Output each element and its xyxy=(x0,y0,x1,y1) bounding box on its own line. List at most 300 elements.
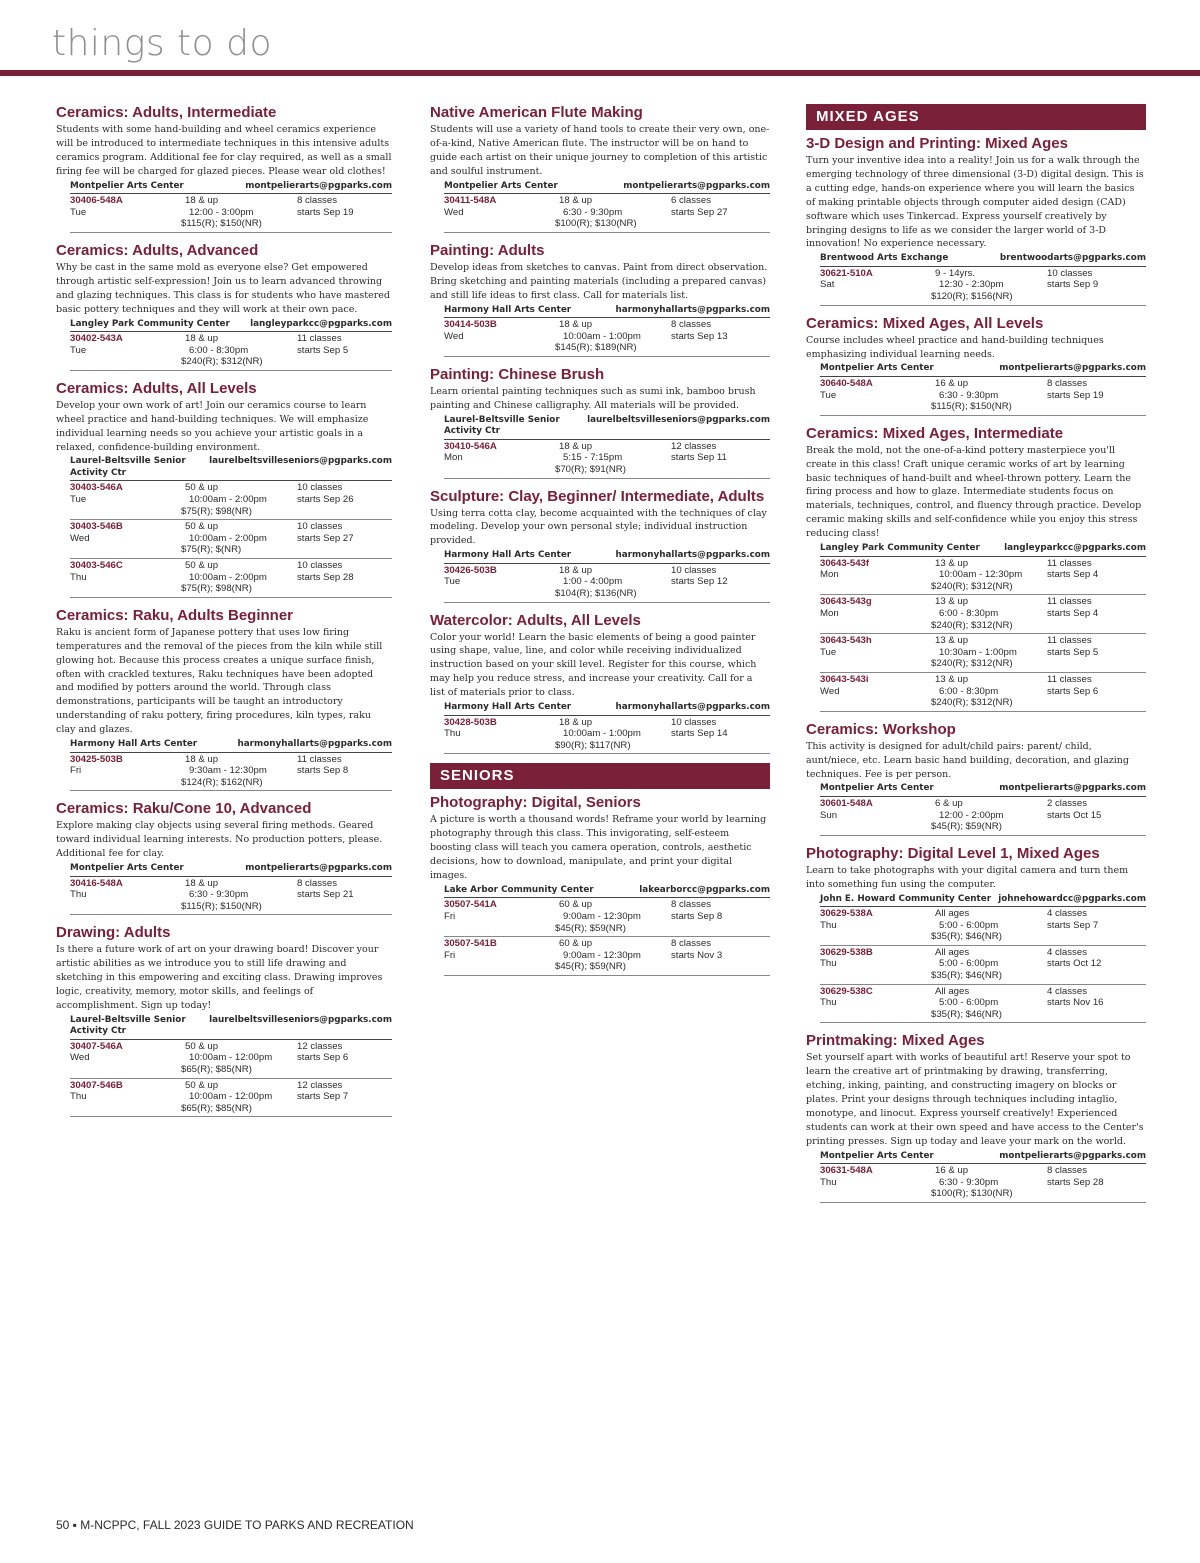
session-code-cell xyxy=(820,596,935,631)
session-detail-cell xyxy=(555,195,671,230)
course-code: 30631-548A xyxy=(820,1165,873,1177)
course-code: 30403-546C xyxy=(70,560,123,571)
course-title: Ceramics: Raku/Cone 10, Advanced xyxy=(56,800,312,818)
section-header: SENIORS xyxy=(430,763,770,789)
course-listing xyxy=(56,242,392,371)
course-listing xyxy=(430,242,770,357)
session-time: 10:00am - 12:00pm xyxy=(189,1091,273,1103)
course-listing xyxy=(56,800,392,915)
session-age: 16 & up xyxy=(935,1165,969,1177)
location-email: montpelierarts@pgparks.com xyxy=(999,783,1146,794)
course-code: 30407-546A xyxy=(70,1040,123,1052)
location-name: Montpelier Arts Center xyxy=(70,863,184,874)
session-start: starts Sep 5 xyxy=(297,344,349,356)
session-day: Tue xyxy=(444,576,461,588)
course-listing xyxy=(430,104,770,233)
session-day: Wed xyxy=(70,532,90,544)
course-code: 30411-548A xyxy=(444,195,497,207)
course-title: Ceramics: Raku, Adults Beginner xyxy=(56,606,294,624)
location-email: montpelierarts@pgparks.com xyxy=(999,363,1146,374)
session-classes: 10 classes xyxy=(297,560,343,571)
session-schedule-cell xyxy=(297,521,392,556)
session-row xyxy=(820,673,1146,712)
session-row xyxy=(444,898,770,937)
location-info xyxy=(70,319,392,333)
session-classes: 4 classes xyxy=(1047,946,1087,958)
session-fee: $240(R); $312(NR) xyxy=(931,697,1013,709)
session-code-cell xyxy=(820,798,935,833)
session-code-cell xyxy=(820,378,935,413)
session-day: Thu xyxy=(70,889,87,901)
session-day: Wed xyxy=(820,685,840,697)
course-code: 30403-546B xyxy=(70,521,123,533)
location-info xyxy=(444,305,770,319)
location-line xyxy=(70,739,392,751)
location-line xyxy=(820,363,1146,375)
session-code-cell xyxy=(444,938,559,973)
session-fee: $90(R); $117(NR) xyxy=(555,739,631,751)
page-title: things to do xyxy=(52,23,273,64)
course-description: Color your world! Learn the basic elements of being a good painter using shape, value, line, and color while receiving individualized instruction based on your skill level. Register for this course, which may help you reduce stress, and increase your creativity. Call for a list of materials prior to class. xyxy=(430,631,757,699)
session-time: 10:00am - 12:00pm xyxy=(189,1052,273,1064)
session-schedule-cell xyxy=(297,1080,392,1115)
session-classes: 8 classes xyxy=(1047,377,1087,389)
session-time: 10:00am - 2:00pm xyxy=(189,532,267,544)
section-header: MIXED AGES xyxy=(806,104,1146,130)
session-classes: 11 classes xyxy=(297,333,342,345)
session-fee: $45(R); $59(NR) xyxy=(931,821,1002,833)
session-start: starts Sep 11 xyxy=(671,452,727,464)
session-time: 10:00am - 12:30pm xyxy=(939,569,1023,581)
session-detail-cell xyxy=(931,1165,1047,1200)
location-line xyxy=(70,319,392,331)
session-row xyxy=(70,1040,392,1079)
course-code: 30428-503B xyxy=(444,716,497,728)
location-info xyxy=(70,181,392,195)
session-row xyxy=(820,1164,1146,1203)
session-schedule-cell xyxy=(1047,635,1146,670)
location-info xyxy=(444,550,770,564)
session-age: 18 & up xyxy=(559,319,593,331)
session-fee: $240(R); $312(NR) xyxy=(181,356,263,368)
session-code-cell xyxy=(444,899,559,934)
column-middle xyxy=(430,104,770,985)
location-line xyxy=(444,885,770,897)
session-detail-cell xyxy=(181,195,297,230)
session-row xyxy=(820,907,1146,946)
column-right xyxy=(806,104,1146,1212)
session-classes: 8 classes xyxy=(671,899,711,911)
location-name: Harmony Hall Arts Center xyxy=(70,739,198,750)
session-time: 10:00am - 2:00pm xyxy=(189,571,267,583)
course-listing xyxy=(806,425,1146,712)
session-start: starts Sep 4 xyxy=(1047,569,1099,581)
course-code: 30621-510A xyxy=(820,267,873,279)
course-description: A picture is worth a thousand words! Reframe your world by learning photography through this class. This invigorating, self-esteem boosting class will teach you camera operation, controls, aesthetic decisions, how to download, manipulate, and print your digital images. xyxy=(430,814,767,881)
location-info xyxy=(444,885,770,899)
course-listing xyxy=(806,135,1146,306)
session-day: Thu xyxy=(70,571,87,583)
location-name: Montpelier Arts Center xyxy=(820,363,934,374)
session-schedule-cell xyxy=(1047,674,1146,709)
session-time: 6:30 - 9:30pm xyxy=(189,889,249,901)
session-day: Fri xyxy=(444,949,456,961)
session-classes: 8 classes xyxy=(671,938,711,950)
location-name: Laurel-Beltsville Senior Activity Ctr xyxy=(444,414,560,437)
location-line xyxy=(70,1015,392,1038)
session-code-cell xyxy=(820,558,935,593)
session-detail-cell xyxy=(931,557,1047,593)
session-schedule-cell xyxy=(671,938,770,973)
session-schedule-cell xyxy=(1047,378,1146,413)
session-code-cell xyxy=(444,195,559,230)
session-time: 10:00am - 1:00pm xyxy=(563,330,641,342)
session-row xyxy=(70,332,392,371)
session-row xyxy=(444,937,770,976)
session-start: starts Sep 8 xyxy=(297,765,349,777)
session-row xyxy=(70,194,392,233)
session-start: starts Sep 6 xyxy=(297,1052,349,1064)
session-age: 18 & up xyxy=(559,564,593,576)
session-row xyxy=(70,559,392,598)
session-classes: 4 classes xyxy=(1047,985,1087,997)
session-time: 6:00 - 8:30pm xyxy=(939,607,999,619)
session-time: 6:00 - 8:30pm xyxy=(939,685,999,697)
location-name: Montpelier Arts Center xyxy=(820,1150,934,1161)
course-title: Ceramics: Mixed Ages, Intermediate xyxy=(806,424,1064,442)
course-description: Students will use a variety of hand tools to create their very own, one-of-a-kind, Native American flute. The instructor will be on hand to guide each artist on their unique journey to completion of this artistic and soulful instrument. xyxy=(430,124,770,177)
session-fee: $75(R); $98(NR) xyxy=(181,583,252,595)
course-code: 30643-543g xyxy=(820,596,872,608)
session-schedule-cell xyxy=(1047,1165,1146,1200)
session-classes: 12 classes xyxy=(297,1040,343,1052)
session-schedule-cell xyxy=(671,565,770,600)
location-line xyxy=(70,181,392,193)
location-info xyxy=(820,253,1146,267)
session-fee: $75(R); $98(NR) xyxy=(181,505,252,517)
session-schedule-cell xyxy=(297,878,392,913)
session-row xyxy=(70,481,392,520)
session-time: 5:00 - 6:00pm xyxy=(939,919,999,931)
column-left xyxy=(56,104,392,1126)
session-code-cell xyxy=(70,754,185,789)
course-code: 30426-503B xyxy=(444,564,497,576)
session-code-cell xyxy=(70,1041,185,1076)
location-email: brentwoodarts@pgparks.com xyxy=(999,253,1146,264)
course-listing xyxy=(56,104,392,233)
location-name: Harmony Hall Arts Center xyxy=(444,304,572,315)
session-day: Tue xyxy=(820,389,837,401)
session-time: 6:30 - 9:30pm xyxy=(939,389,999,401)
location-info xyxy=(444,415,770,440)
session-classes: 11 classes xyxy=(1047,596,1092,608)
location-info xyxy=(444,702,770,716)
location-line xyxy=(444,305,770,317)
session-start: starts Sep 26 xyxy=(297,494,354,506)
session-schedule-cell xyxy=(1047,986,1146,1021)
session-code-cell xyxy=(820,1165,935,1200)
course-description: Develop ideas from sketches to canvas. Paint from direct observation. Bring sketching and painting materials (including a prepared canvas) and still life ideas to first class. Call for materials list. xyxy=(430,261,768,301)
session-start: starts Sep 21 xyxy=(297,889,354,901)
session-start: starts Sep 7 xyxy=(297,1091,349,1103)
course-description: Set yourself apart with works of beautiful art! Reserve your spot to learn the creative art of printmaking by drawing, transferring, etching, inking, painting, and constructing imagery on blocks or plates. Print your designs through techniques including intaglio, monotype, and linocut. Express yourself creatively! Experienced students can work at their own speed and have access to the Center's printing presses. Sign up today and leave your mark on the world. xyxy=(806,1052,1144,1147)
location-line xyxy=(820,894,1146,906)
session-fee: $75(R); $(NR) xyxy=(181,544,242,556)
session-day: Thu xyxy=(444,728,461,740)
session-start: starts Sep 8 xyxy=(671,910,723,922)
session-fee: $35(R); $46(NR) xyxy=(931,969,1002,981)
course-description: Develop your own work of art! Join our ceramics course to learn wheel practice and hand-building techniques. We will emphasize individual learning needs so you achieve your artistic goals in a relaxed, confidence-building environment. xyxy=(56,399,369,453)
session-classes: 10 classes xyxy=(1047,267,1093,279)
session-row xyxy=(444,716,770,755)
session-code-cell xyxy=(70,521,185,556)
session-age: 6 & up xyxy=(935,797,963,809)
course-title: 3-D Design and Printing: Mixed Ages xyxy=(806,135,1068,152)
session-classes: 8 classes xyxy=(671,319,711,331)
session-detail-cell xyxy=(931,673,1047,709)
session-time: 6:30 - 9:30pm xyxy=(563,206,623,218)
location-email: harmonyhallarts@pgparks.com xyxy=(615,304,770,315)
session-start: starts Sep 12 xyxy=(671,576,728,588)
course-code: 30643-543f xyxy=(820,557,870,569)
session-detail-cell xyxy=(931,797,1047,833)
session-detail-cell xyxy=(181,753,297,789)
session-detail-cell xyxy=(181,1040,297,1076)
session-code-cell xyxy=(70,195,185,230)
course-code: 30410-546A xyxy=(444,440,497,452)
location-email: laurelbeltsvilleseniors@pgparks.com xyxy=(209,456,392,467)
session-age: All ages xyxy=(935,946,970,958)
session-age: 18 & up xyxy=(185,195,219,207)
course-title: Photography: Digital Level 1, Mixed Ages xyxy=(806,844,1100,862)
session-code-cell xyxy=(820,986,935,1021)
session-code-cell xyxy=(820,908,935,943)
session-fee: $45(R); $59(NR) xyxy=(555,961,626,973)
session-row xyxy=(820,985,1146,1024)
session-age: 18 & up xyxy=(185,877,219,889)
session-schedule-cell xyxy=(671,319,770,354)
session-schedule-cell xyxy=(671,899,770,934)
course-code: 30643-543i xyxy=(820,673,869,685)
course-title: Painting: Chinese Brush xyxy=(430,365,605,383)
location-email: harmonyhallarts@pgparks.com xyxy=(237,739,392,750)
session-schedule-cell xyxy=(671,195,770,230)
session-start: starts Sep 19 xyxy=(1047,389,1104,401)
location-info xyxy=(820,363,1146,377)
course-code: 30403-546A xyxy=(70,482,123,494)
location-name: Laurel-Beltsville Senior Activity Ctr xyxy=(70,456,186,478)
course-code: 30629-538B xyxy=(820,946,873,958)
course-listing xyxy=(56,607,392,792)
session-time: 12:00 - 2:00pm xyxy=(939,809,1004,821)
session-fee: $104(R); $136(NR) xyxy=(555,587,637,599)
session-day: Sat xyxy=(820,279,835,291)
location-name: Langley Park Community Center xyxy=(70,318,230,329)
session-schedule-cell xyxy=(1047,798,1146,833)
session-classes: 11 classes xyxy=(1047,673,1092,685)
course-code: 30507-541B xyxy=(444,938,497,950)
location-line xyxy=(820,1151,1146,1163)
session-row xyxy=(820,946,1146,985)
session-day: Fri xyxy=(70,765,82,777)
session-day: Sun xyxy=(820,809,838,821)
course-listing xyxy=(806,1032,1146,1203)
session-classes: 10 classes xyxy=(671,716,717,728)
session-time: 9:00am - 12:30pm xyxy=(563,910,641,922)
session-row xyxy=(444,318,770,357)
session-start: starts Nov 3 xyxy=(671,949,723,961)
course-title: Photography: Digital, Seniors xyxy=(430,794,641,812)
session-code-cell xyxy=(444,441,559,476)
location-line xyxy=(444,415,770,438)
session-fee: $115(R); $150(NR) xyxy=(181,900,262,912)
location-name: Montpelier Arts Center xyxy=(820,783,934,794)
session-fee: $240(R); $312(NR) xyxy=(931,580,1013,592)
session-day: Mon xyxy=(444,452,463,464)
course-code: 30643-543h xyxy=(820,635,872,647)
course-code: 30416-548A xyxy=(70,877,123,889)
session-day: Wed xyxy=(444,330,464,342)
session-fee: $120(R); $156(NR) xyxy=(931,291,1013,303)
session-detail-cell xyxy=(555,564,671,600)
session-detail-cell xyxy=(931,985,1047,1021)
session-fee: $115(R); $150(NR) xyxy=(181,218,262,230)
session-start: starts Oct 12 xyxy=(1047,958,1102,970)
session-start: starts Sep 7 xyxy=(1047,919,1099,931)
location-email: langleyparkcc@pgparks.com xyxy=(250,318,392,329)
session-classes: 2 classes xyxy=(1047,797,1087,809)
course-code: 30407-546B xyxy=(70,1079,123,1091)
session-code-cell xyxy=(444,319,559,354)
session-schedule-cell xyxy=(1047,558,1146,593)
session-row xyxy=(70,520,392,559)
location-email: laurelbeltsvilleseniors@pgparks.com xyxy=(209,1014,392,1025)
course-description: Using terra cotta clay, become acquainted with the techniques of clay modeling. Develop your own personal style; individual instruction provided. xyxy=(430,507,767,547)
course-description: Course includes wheel practice and hand-building techniques emphasizing individual learning needs. xyxy=(806,334,1104,360)
session-fee: $65(R); $85(NR) xyxy=(181,1064,252,1076)
session-start: starts Sep 27 xyxy=(297,532,354,544)
course-title: Watercolor: Adults, All Levels xyxy=(430,611,641,629)
course-description: Explore making clay objects using several firing methods. Geared toward individual learning interests. No production potters, please. Additional fee for clay. xyxy=(56,820,383,860)
session-schedule-cell xyxy=(1047,268,1146,303)
session-classes: 12 classes xyxy=(297,1079,343,1091)
session-detail-cell xyxy=(181,333,297,368)
session-day: Thu xyxy=(820,919,837,931)
course-listing xyxy=(56,924,392,1117)
session-schedule-cell xyxy=(297,333,392,368)
session-age: 60 & up xyxy=(559,899,593,911)
session-row xyxy=(444,440,770,479)
session-age: 13 & up xyxy=(935,596,969,608)
session-row xyxy=(70,877,392,916)
course-title: Ceramics: Adults, Advanced xyxy=(56,241,259,259)
course-listing xyxy=(806,721,1146,836)
session-start: starts Sep 28 xyxy=(1047,1176,1104,1188)
session-time: 12:00 - 3:00pm xyxy=(189,206,254,218)
session-time: 9:30am - 12:30pm xyxy=(189,765,267,777)
location-info xyxy=(70,1015,392,1040)
session-start: starts Sep 4 xyxy=(1047,607,1099,619)
course-listing xyxy=(430,794,770,976)
session-age: 50 & up xyxy=(185,482,219,494)
session-detail-cell xyxy=(931,267,1047,303)
session-schedule-cell xyxy=(1047,596,1146,631)
session-fee: $45(R); $59(NR) xyxy=(555,922,626,934)
location-line xyxy=(820,253,1146,265)
session-fee: $100(R); $130(NR) xyxy=(555,218,637,230)
location-info xyxy=(70,456,392,481)
course-title: Ceramics: Adults, Intermediate xyxy=(56,104,277,121)
session-age: 13 & up xyxy=(935,635,969,647)
session-day: Mon xyxy=(820,607,839,619)
session-code-cell xyxy=(820,947,935,982)
location-email: lakearborcc@pgparks.com xyxy=(639,884,770,895)
location-name: Montpelier Arts Center xyxy=(444,180,558,191)
session-code-cell xyxy=(70,333,185,368)
session-schedule-cell xyxy=(297,754,392,789)
location-line xyxy=(820,543,1146,555)
session-fee: $240(R); $312(NR) xyxy=(931,658,1013,670)
session-day: Thu xyxy=(820,958,837,970)
session-fee: $240(R); $312(NR) xyxy=(931,619,1013,631)
course-listing xyxy=(806,845,1146,1024)
session-day: Wed xyxy=(444,206,464,218)
session-age: 50 & up xyxy=(185,1040,219,1052)
session-code-cell xyxy=(70,1080,185,1115)
session-schedule-cell xyxy=(671,441,770,476)
session-classes: 10 classes xyxy=(671,564,717,576)
session-time: 5:00 - 6:00pm xyxy=(939,958,999,970)
location-email: harmonyhallarts@pgparks.com xyxy=(615,702,770,713)
course-code: 30507-541A xyxy=(444,899,497,911)
session-row xyxy=(70,1079,392,1118)
session-age: 16 & up xyxy=(935,377,969,389)
session-start: starts Sep 5 xyxy=(1047,646,1099,658)
course-title: Ceramics: Adults, All Levels xyxy=(56,379,257,397)
location-email: harmonyhallarts@pgparks.com xyxy=(615,550,770,561)
session-row xyxy=(820,634,1146,673)
location-info xyxy=(820,1151,1146,1165)
location-name: Langley Park Community Center xyxy=(820,543,980,554)
session-detail-cell xyxy=(181,877,297,913)
session-age: 18 & up xyxy=(185,753,219,765)
course-description: Is there a future work of art on your drawing board! Discover your artistic abilities as we introduce you to still life drawing and sketching in this empowering and exciting class. Drawing improves logic, creativity, memory, motor skills, and feelings of accomplishment. Sign up today! xyxy=(56,944,383,1011)
session-fee: $145(R); $189(NR) xyxy=(555,342,637,354)
session-age: 50 & up xyxy=(185,521,219,533)
session-start: starts Sep 13 xyxy=(671,330,728,342)
session-time: 1:00 - 4:00pm xyxy=(563,576,623,588)
session-code-cell xyxy=(820,674,935,709)
session-age: 18 & up xyxy=(559,440,593,452)
location-email: johnehowardcc@pgparks.com xyxy=(998,893,1146,904)
session-fee: $70(R); $91(NR) xyxy=(555,463,626,475)
course-title: Sculpture: Clay, Beginner/ Intermediate, Adults xyxy=(430,487,765,505)
session-age: All ages xyxy=(935,908,970,919)
course-code: 30601-548A xyxy=(820,797,873,809)
session-detail-cell xyxy=(931,635,1047,670)
course-listing xyxy=(806,315,1146,416)
location-name: Lake Arbor Community Center xyxy=(444,884,594,895)
session-detail-cell xyxy=(931,596,1047,631)
session-schedule-cell xyxy=(297,1041,392,1076)
page-footer: 50 ▪ M-NCPPC, FALL 2023 GUIDE TO PARKS AND RECREATION xyxy=(56,1518,414,1532)
session-row xyxy=(444,194,770,233)
course-description: Raku is ancient form of Japanese pottery that uses low firing temperatures and the removal of the pieces from the kiln while still glowing hot. Because this process creates a unique surface finish, often with crackled textures, Raku techniques have been adopted and modified by potters around the world. Through class demonstrations, participants will be taught an introductory understanding of raku pottery, firing procedures, kiln types, raku clay and glazes. xyxy=(56,626,383,736)
session-age: 50 & up xyxy=(185,560,219,571)
location-info xyxy=(820,894,1146,908)
course-listing xyxy=(56,380,392,598)
session-fee: $100(R); $130(NR) xyxy=(931,1188,1013,1200)
